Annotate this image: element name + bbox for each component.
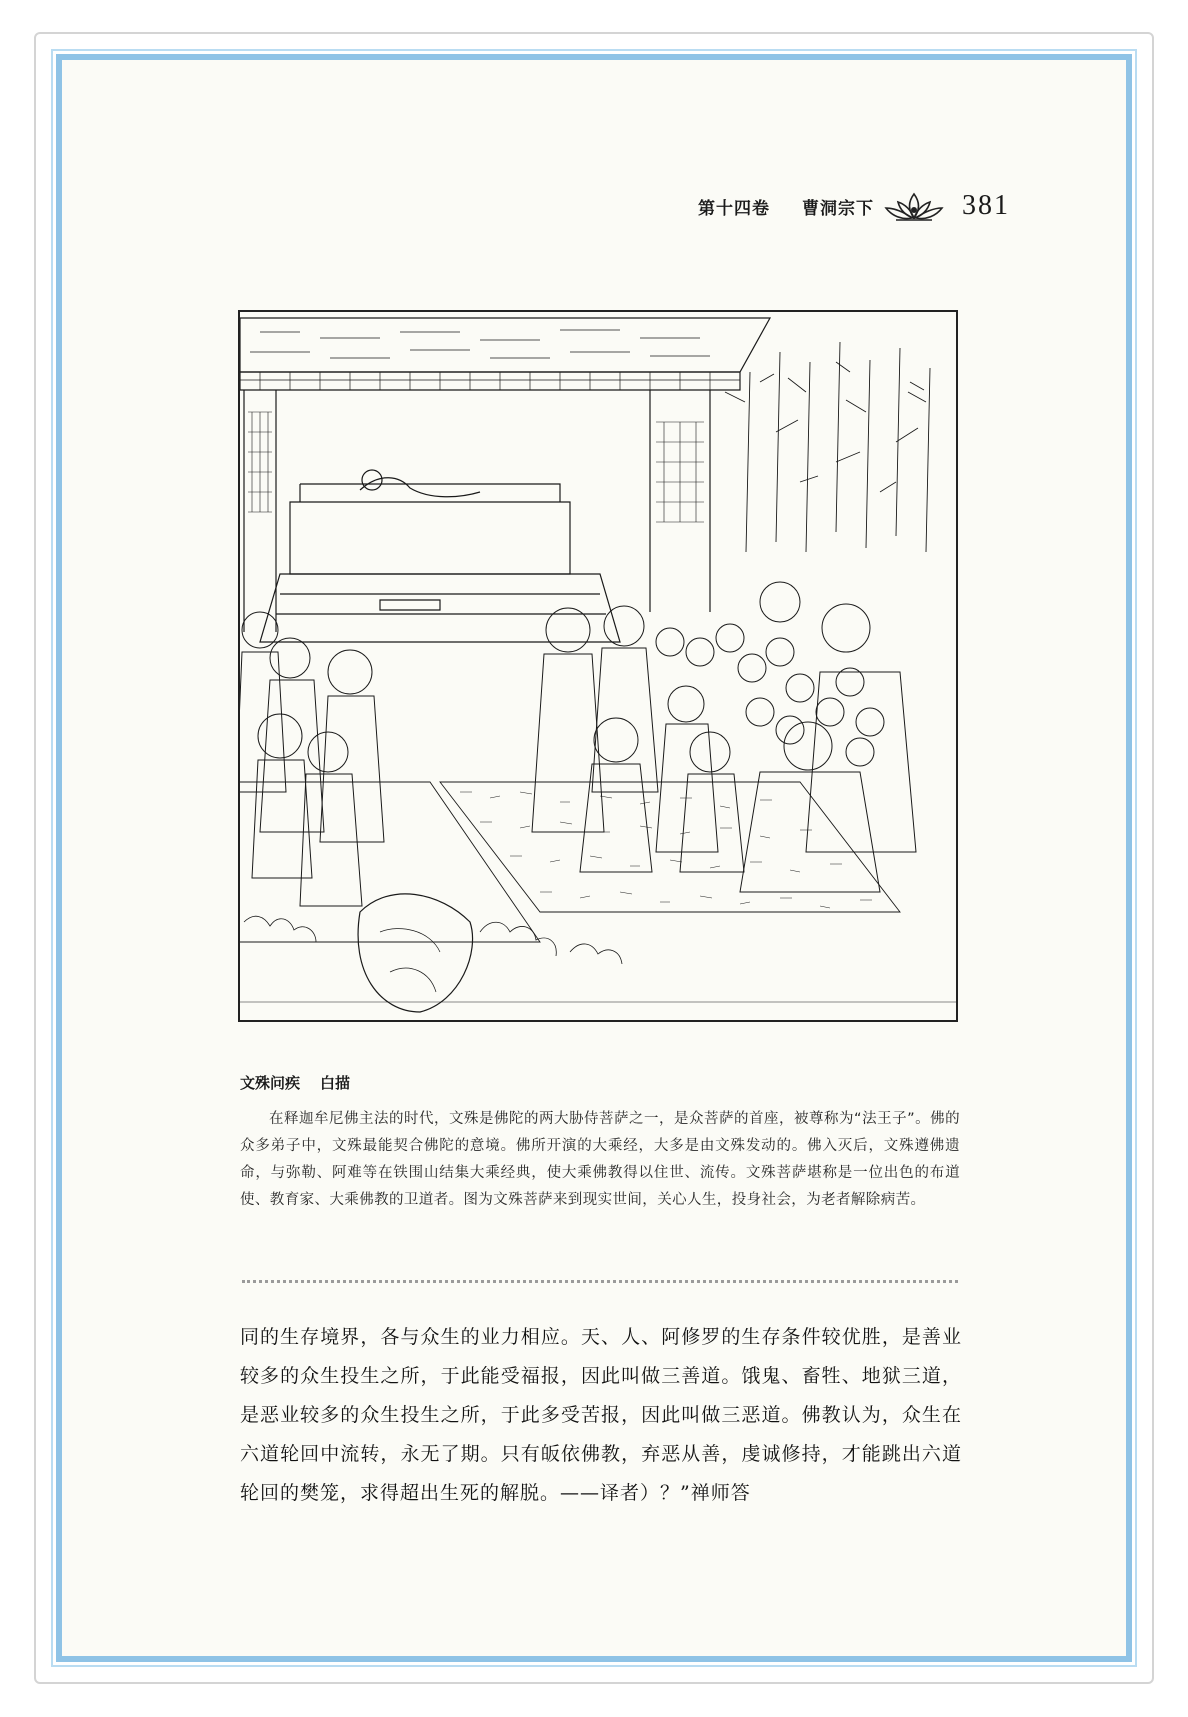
dotted-divider xyxy=(242,1280,958,1283)
body-text xyxy=(240,1318,962,1513)
page-number: 381 xyxy=(962,190,1010,221)
chapter-label: 第十四卷 xyxy=(698,198,770,219)
lotus-ornament-icon xyxy=(882,188,946,224)
line-drawing-illustration xyxy=(238,310,958,1022)
figure-caption-title xyxy=(240,1072,350,1093)
caption-style: 白描 xyxy=(320,1074,351,1092)
running-head xyxy=(690,184,1010,228)
caption-paragraph: 在释迦牟尼佛主法的时代，文殊是佛陀的两大胁侍菩萨之一，是众菩萨的首座，被尊称为“法王子”。佛的众多弟子中，文殊最能契合佛陀的意境。佛所开演的大乘经，大多是由文殊发动的。佛入灭后，文殊遵佛遗命，与弥勒、阿难等在铁围山结集大乘经典，使大乘佛教得以住世、流传。文殊菩萨堪称是一位出色的布道使、教育家、大乘佛教的卫道者。图为文殊菩萨来到现实世间，关心人生，投身社会，为老者解除病苦。 xyxy=(240,1111,960,1208)
caption-title: 文殊问疾 xyxy=(240,1074,301,1092)
body-paragraph: 同的生存境界，各与众生的业力相应。天、人、阿修罗的生存条件较优胜，是善业较多的众生投生之所，于此能受福报，因此叫做三善道。饿鬼、畜牲、地狱三道，是恶业较多的众生投生之所，于此多受苦报，因此叫做三恶道。佛教认为，众生在六道轮回中流转，永无了期。只有皈依佛教，弃恶从善，虔诚修持，才能跳出六道轮回的樊笼，求得超出生死的解脱。——译者）？”禅师答 xyxy=(240,1326,962,1504)
illustration-art xyxy=(240,312,956,1020)
section-label: 曹洞宗下 xyxy=(802,198,874,219)
figure-caption xyxy=(240,1106,960,1214)
